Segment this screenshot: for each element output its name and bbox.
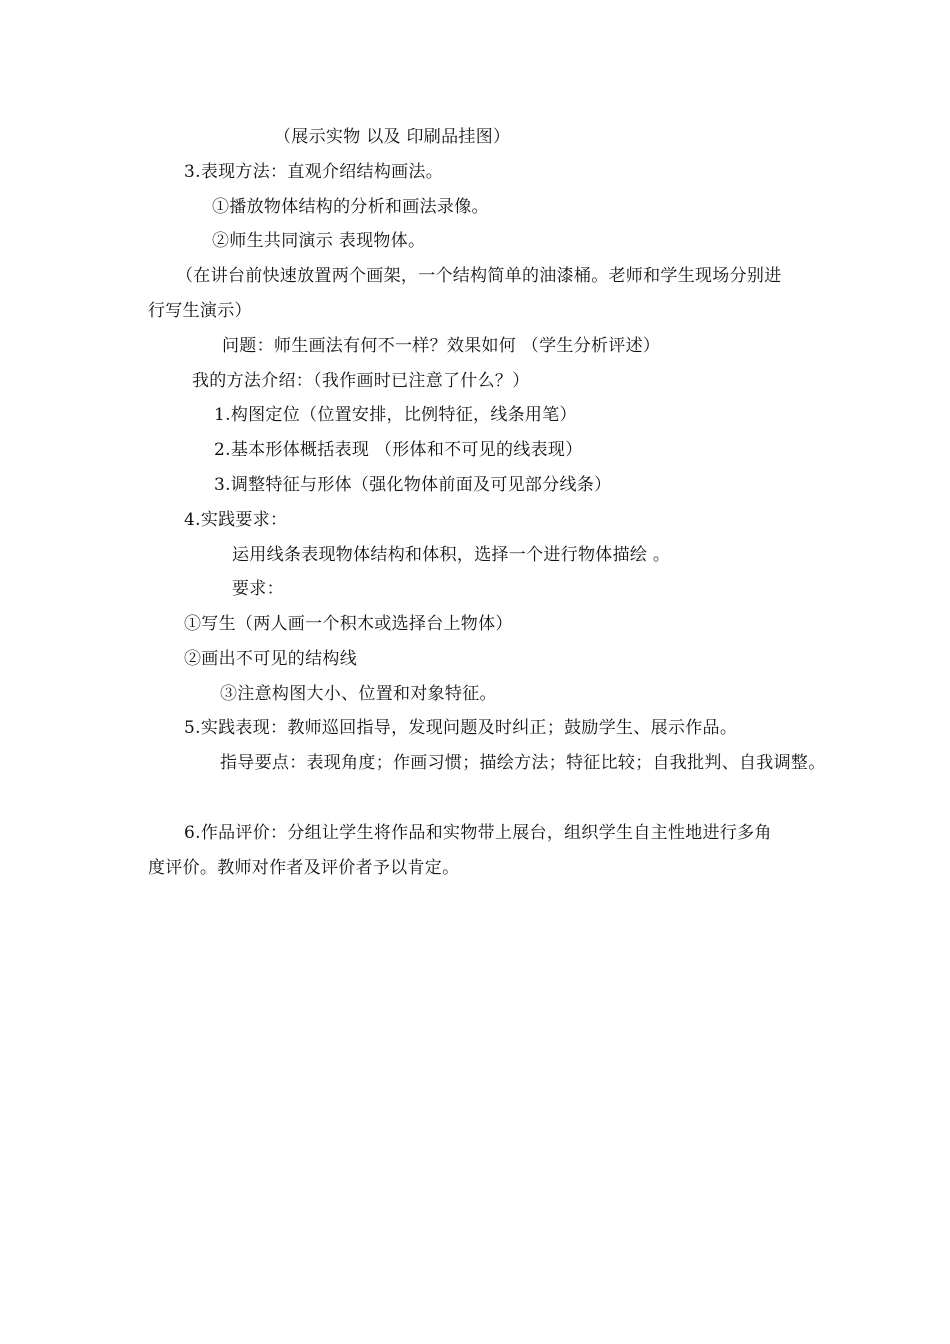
text-line-17: ③注意构图大小、位置和对象特征。 [220, 684, 497, 704]
text-line-12: 4.实践要求： [184, 510, 288, 530]
text-line-21: 度评价。教师对作者及评价者予以肯定。 [148, 858, 460, 878]
text-line-9: 1.构图定位（位置安排，比例特征，线条用笔） [214, 405, 577, 425]
text-line-8: 我的方法介绍：（我作画时已注意了什么？） [192, 371, 530, 391]
text-line-1: （展示实物 以及 印刷品挂图） [274, 127, 511, 147]
text-line-7: 问题：师生画法有何不一样？效果如何 （学生分析评述） [222, 336, 661, 356]
text-line-6: 行写生演示） [148, 301, 252, 321]
text-line-11: 3.调整特征与形体（强化物体前面及可见部分线条） [214, 475, 612, 495]
text-line-13: 运用线条表现物体结构和体积，选择一个进行物体描绘 。 [232, 545, 671, 565]
text-line-19: 指导要点：表现角度；作画习惯；描绘方法；特征比较；自我批判、自我调整。 [220, 753, 826, 773]
text-line-10: 2.基本形体概括表现 （形体和不可见的线表现） [214, 440, 583, 460]
text-line-15: ①写生（两人画一个积木或选择台上物体） [184, 614, 513, 634]
text-line-18: 5.实践表现：教师巡回指导，发现问题及时纠正；鼓励学生、展示作品。 [184, 718, 738, 738]
text-line-5: （在讲台前快速放置两个画架，一个结构简单的油漆桶。老师和学生现场分别进 [176, 266, 782, 286]
text-line-14: 要求： [232, 579, 284, 599]
text-line-16: ②画出不可见的结构线 [184, 649, 357, 669]
text-line-3: ①播放物体结构的分析和画法录像。 [212, 197, 489, 217]
text-line-4: ②师生共同演示 表现物体。 [212, 231, 426, 251]
text-line-20: 6.作品评价：分组让学生将作品和实物带上展台，组织学生自主性地进行多角 [184, 823, 772, 843]
text-line-2: 3.表现方法：直观介绍结构画法。 [184, 162, 444, 182]
